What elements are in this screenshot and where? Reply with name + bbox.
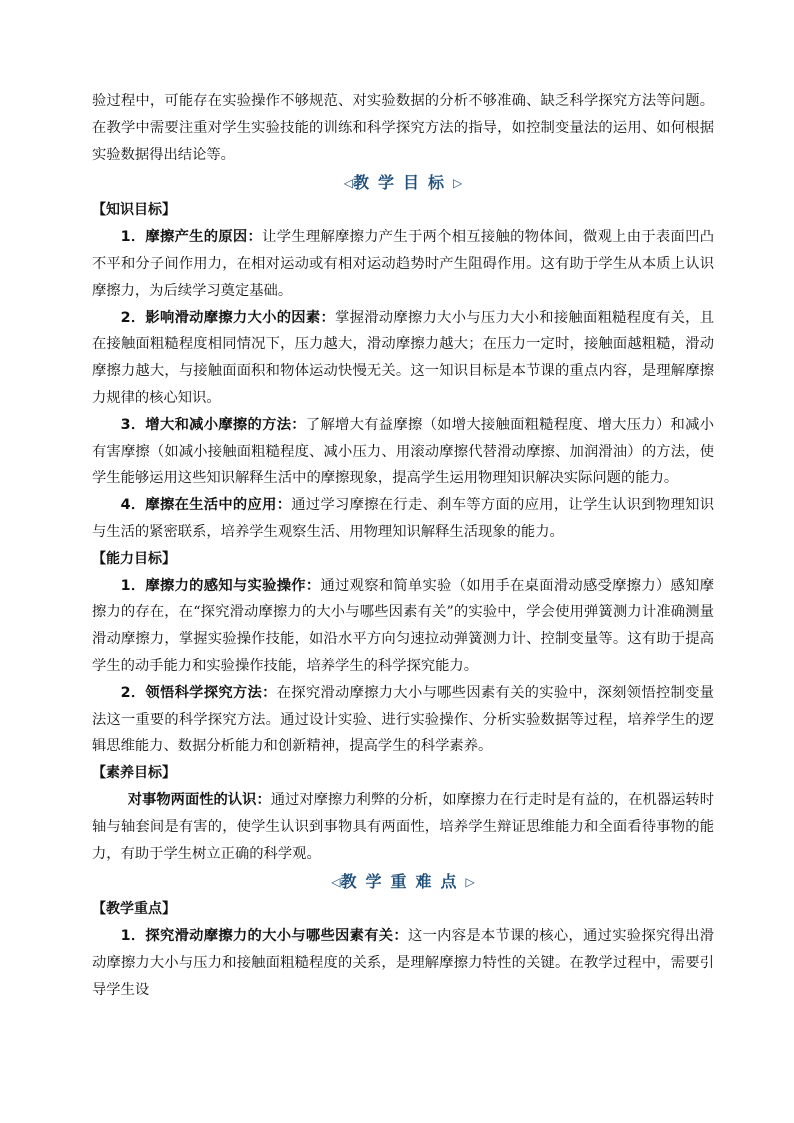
item-text: 通过观察和简单实验（如用手在桌面滑动感受摩擦力）感知摩擦力的存在，在“探究滑动摩擦力的大小与哪些因素有关”的实验中，学会使用弹簧测力计准确测量滑动摩擦力，掌握实验操作技能，如沿水平方向匀速拉动弹簧测力计、控制变量等。这有助于提高学生的动手能力和实验操作技能，培养学生的科学探究能力。: [92, 577, 714, 674]
item-lead: 3．增大和减小摩擦的方法：: [120, 416, 306, 433]
knowledge-item: [92, 224, 714, 304]
item-text: 这一内容是本节课的核心，通过实验探究得出滑动摩擦力大小与压力和接触面粗糙程度的关系，是理解摩擦力特性的关键。在教学过程中，需要引导学生设: [92, 928, 715, 998]
item-text: 让学生理解摩擦力产生于两个相互接触的物体间，微观上由于表面凹凸不平和分子间作用力，在相对运动或有相对运动趋势时产生阻碍作用。这有助于学生从本质上认识摩擦力，为后续学习奠定基础。: [92, 229, 714, 299]
item-lead: 1．摩擦力的感知与实验操作：: [120, 577, 321, 594]
knowledge-item: [92, 492, 714, 546]
heading-text: 教学目标: [352, 173, 453, 193]
intro-paragraph: 验过程中，可能存在实验操作不够规范、对实验数据的分析不够准确、缺乏科学探究方法等问题。在教学中需要注重对学生实验技能的训练和科学探究方法的指导，如控制变量法的运用、如何根据实验数据得出结论等。: [92, 93, 714, 163]
right-triangle-icon: ▷: [453, 176, 463, 191]
left-triangle-icon: ◁: [343, 176, 353, 191]
item-lead: 1．摩擦产生的原因：: [120, 229, 263, 246]
right-triangle-icon: ▷: [465, 875, 475, 890]
item-lead: 2．影响滑动摩擦力大小的因素：: [120, 309, 336, 326]
section-heading-key-points: [92, 870, 714, 894]
item-lead: 4．摩擦在生活中的应用：: [120, 497, 292, 514]
literacy-item: [92, 787, 714, 867]
item-text: 通过对摩擦力利弊的分析，如摩擦力在行走时是有益的，在机器运转时轴与轴套间是有害的，使学生认识到事物具有两面性，培养学生辩证思维能力和全面看待事物的能力，有助于学生树立正确的科学观。: [92, 791, 715, 862]
item-text: 通过学习摩擦在行走、刹车等方面的应用，让学生认识到物理知识与生活的紧密联系，培养学生观察生活、用物理知识解释生活现象的能力。: [92, 497, 714, 540]
item-text: 在探究滑动摩擦力大小与哪些因素有关的实验中，深刻领悟控制变量法这一重要的科学探究方法。通过设计实验、进行实验操作、分析实验数据等过程，培养学生的逻辑思维能力、数据分析能力和创新精神，提高学生的科学素养。: [92, 684, 715, 755]
ability-item: [92, 680, 714, 760]
heading-text: 教学重难点: [340, 872, 466, 892]
key-point-item: [92, 923, 714, 1003]
item-text: 掌握滑动摩擦力大小与压力大小和接触面粗糙程度有关，且在接触面粗糙程度相同情况下，压力越大，滑动摩擦力越大；在压力一定时，接触面越粗糙，滑动摩擦力越大，与接触面面积和物体运动快慢无关。这一知识目标是本节课的重点内容，是理解摩擦力规律的核心知识。: [92, 309, 714, 406]
ability-goals-label: 【能力目标】: [92, 550, 176, 567]
ability-item: [92, 573, 714, 680]
teaching-key-points-label: 【教学重点】: [92, 901, 176, 918]
item-lead: 1．探究滑动摩擦力的大小与哪些因素有关：: [120, 928, 408, 945]
document-page: [92, 88, 714, 1004]
item-lead: 对事物两面性的认识：: [127, 791, 271, 808]
literacy-goals-label: 【素养目标】: [92, 765, 176, 782]
knowledge-goals-label: 【知识目标】: [92, 202, 176, 219]
left-triangle-icon: ◁: [331, 875, 341, 890]
knowledge-item: [92, 305, 714, 412]
item-text: 了解增大有益摩擦（如增大接触面粗糙程度、增大压力）和减小有害摩擦（如减小接触面粗糙程度、减小压力、用滚动摩擦代替滑动摩擦、加润滑油）的方法，使学生能够运用这些知识解释生活中的摩擦现象，提高学生运用物理知识解决实际问题的能力。: [92, 416, 714, 487]
knowledge-item: [92, 412, 714, 492]
item-lead: 2．领悟科学探究方法：: [120, 684, 277, 701]
section-heading-objectives: [92, 171, 714, 195]
